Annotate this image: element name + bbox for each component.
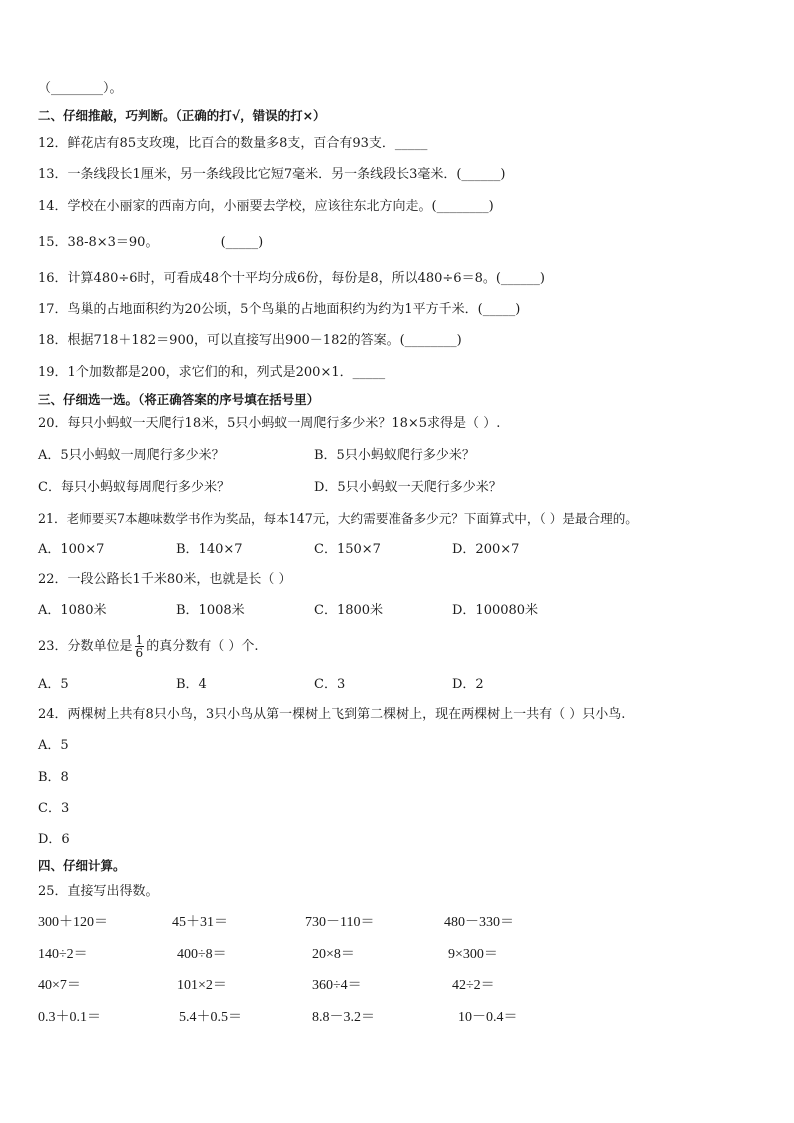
question-15-blank: (_____)	[220, 235, 264, 250]
calc-r3-c2: 101×2＝	[177, 978, 227, 993]
calc-r1-c1: 300＋120＝	[38, 915, 108, 930]
question-23-stem	[38, 631, 258, 663]
question-14: 14．学校在小丽家的西南方向，小丽要去学校，应该往东北方向走。(________)	[38, 199, 494, 214]
question-22-option-d: D．100080米	[452, 603, 539, 618]
question-23-option-a: A．5	[38, 677, 69, 692]
question-12: 12．鲜花店有85支玫瑰，比百合的数量多8支，百合有93支．_____	[38, 136, 428, 151]
question-20-option-b: B．5只小蚂蚁爬行多少米？	[314, 448, 475, 463]
question-20-option-d: D．5只小蚂蚁一天爬行多少米？	[314, 480, 502, 495]
question-20-stem: 20．每只小蚂蚁一天爬行18米，5只小蚂蚁一周爬行多少米？18×5求得是（ ）.	[38, 416, 501, 431]
question-23-option-c: C．3	[314, 677, 346, 692]
question-24-stem: 24．两棵树上共有8只小鸟，3只小鸟从第一棵树上飞到第二棵树上，现在两棵树上一共有（ ）只小鸟.	[38, 707, 626, 722]
question-21-option-d: D．200×7	[452, 542, 520, 557]
section-2-heading: 二、仔细推敲，巧判断。（正确的打√，错误的打×）	[38, 108, 326, 123]
question-21-option-b: B．140×7	[176, 542, 243, 557]
fraction-one-sixth	[135, 634, 145, 659]
calc-r2-c4: 9×300＝	[448, 947, 498, 962]
calc-r1-c4: 480－330＝	[444, 915, 514, 930]
question-20-option-c: C．每只小蚂蚁每周爬行多少米？	[38, 480, 230, 495]
fraction-numerator: 1	[135, 633, 144, 647]
section-3-heading: 三、仔细选一选。（将正确答案的序号填在括号里）	[38, 392, 320, 407]
question-24-option-b: B．8	[38, 770, 69, 785]
calc-r3-c4: 42÷2＝	[452, 978, 495, 993]
question-13: 13．一条线段长1厘米，另一条线段比它短7毫米．另一条线段长3毫米．(______)	[38, 167, 506, 182]
calc-r4-c1: 0.3＋0.1＝	[38, 1010, 101, 1025]
question-22-option-b: B．1008米	[176, 603, 245, 618]
calc-r4-c4: 10－0.4＝	[458, 1010, 518, 1025]
calc-r2-c2: 400÷8＝	[177, 947, 227, 962]
question-18: 18．根据718＋182＝900，可以直接写出900－182的答案。(________)	[38, 333, 462, 348]
question-20-option-a: A．5只小蚂蚁一周爬行多少米？	[38, 448, 225, 463]
calc-r4-c2: 5.4＋0.5＝	[179, 1010, 242, 1025]
question-21-option-a: A．100×7	[38, 542, 105, 557]
section-4-heading: 四、仔细计算。	[38, 858, 126, 873]
question-22-option-a: A．1080米	[38, 603, 107, 618]
question-21-option-c: C．150×7	[314, 542, 381, 557]
question-19: 19．1个加数都是200，求它们的和，列式是200×1．_____	[38, 365, 386, 380]
question-17: 17．鸟巢的占地面积约为20公顷，5个鸟巢的占地面积约为约为1平方千米．(_____)	[38, 302, 521, 317]
question-16: 16．计算480÷6时，可看成48个十平均分成6份，每份是8，所以480÷6＝8。(______)	[38, 271, 545, 286]
question-23-stem-before: 23．分数单位是	[38, 639, 133, 654]
question-23-option-b: B．4	[176, 677, 207, 692]
question-23-stem-after: 的真分数有（ ）个.	[146, 639, 259, 654]
calc-r1-c3: 730－110＝	[305, 915, 375, 930]
question-25-stem: 25．直接写出得数。	[38, 884, 159, 899]
question-15	[38, 234, 263, 252]
calc-r3-c1: 40×7＝	[38, 978, 81, 993]
question-22-option-c: C．1800米	[314, 603, 384, 618]
calc-r4-c3: 8.8－3.2＝	[312, 1010, 375, 1025]
question-24-option-d: D．6	[38, 832, 70, 847]
question-15-expr: 15．38-8×3＝90。	[38, 235, 159, 250]
calc-r3-c3: 360÷4＝	[312, 978, 362, 993]
question-23-option-d: D．2	[452, 677, 484, 692]
top-blank-line: （________）。	[38, 81, 123, 96]
question-22-stem: 22．一段公路长1千米80米，也就是长（ ）	[38, 572, 292, 587]
question-21-stem: 21．老师要买7本趣味数学书作为奖品，每本147元，大约需要准备多少元？下面算式中，（ ）是最合理的。	[38, 511, 638, 526]
calc-r2-c3: 20×8＝	[312, 947, 355, 962]
calc-r2-c1: 140÷2＝	[38, 947, 88, 962]
calc-r1-c2: 45＋31＝	[172, 915, 228, 930]
fraction-denominator: 6	[135, 646, 144, 660]
question-24-option-c: C．3	[38, 801, 70, 816]
question-24-option-a: A．5	[38, 738, 69, 753]
